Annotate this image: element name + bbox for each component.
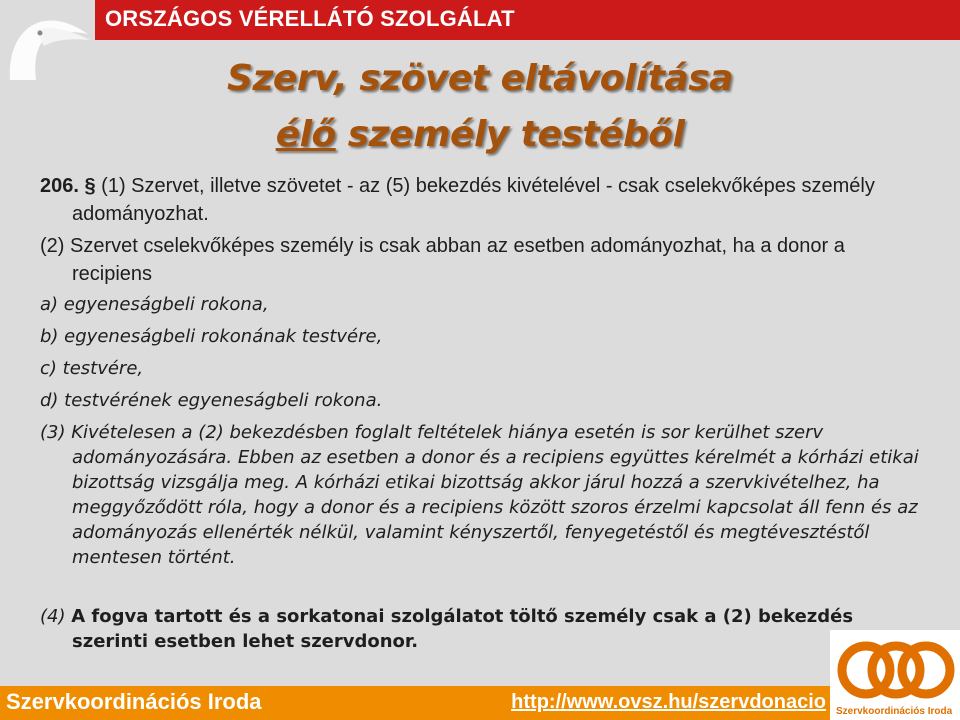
paragraph-1-text: (1) Szervet, illetve szövetet - az (5) bekezdés kivételével - csak cselekvőképes személy adományozhat. bbox=[72, 175, 875, 225]
linked-rings-logo-icon bbox=[830, 630, 960, 706]
logo-caption: Szervkoordinációs Iroda bbox=[836, 706, 953, 717]
title-underlined-word: élő bbox=[275, 114, 336, 155]
page-title-line1: Szerv, szövet eltávolítása bbox=[227, 58, 733, 99]
section-number: 206. bbox=[40, 175, 79, 197]
section-sign: § bbox=[84, 175, 96, 197]
list-item-d: d) testvérének egyeneságbeli rokona. bbox=[40, 390, 383, 411]
footer-bar bbox=[0, 686, 830, 720]
paragraph-1 bbox=[40, 172, 920, 228]
paragraph-2: (2) Szervet cselekvőképes személy is csak abban az esetben adományozhat, ha a donor a recipiens bbox=[40, 235, 845, 285]
header-bar bbox=[95, 0, 960, 40]
org-name: ORSZÁGOS VÉRELLÁTÓ SZOLGÁLAT bbox=[105, 6, 515, 31]
page-title-line2 bbox=[0, 114, 960, 155]
footer-url-link[interactable]: http://www.ovsz.hu/szervdonacio bbox=[511, 691, 826, 713]
list-item-c: c) testvére, bbox=[40, 358, 144, 379]
paragraph-4-number: (4) bbox=[40, 606, 72, 627]
title-rest: személy testéből bbox=[335, 114, 685, 155]
list-item-b: b) egyeneságbeli rokonának testvére, bbox=[40, 326, 383, 347]
list-item-a: a) egyeneságbeli rokona, bbox=[40, 294, 269, 315]
office-logo bbox=[830, 630, 960, 720]
footer-office-name: Szervkoordinációs Iroda bbox=[6, 689, 262, 714]
paragraph-4-bold: A fogva tartott és a sorkatonai szolgálatot töltő személy csak a (2) bekezdés szerinti esetben lehet szervdonor. bbox=[71, 606, 854, 652]
paragraph-3: (3) Kivételesen a (2) bekezdésben foglalt feltételek hiánya esetén is sor kerülhet szerv adományozására. Ebben az esetben a donor és a recipiens együttes kérelmét a kórházi etikai bizottság vizsgálja meg. A kórházi etikai bizottság akkor járul hozzá a szervkivételhez, ha meggyőződött róla, hogy a donor és a recipiens között szoros érzelmi kapcsolat áll fenn és az adományozás ellenérték nélkül, valamint kényszertől, fenyegetéstől és megtévesztéstől mentesen történt. bbox=[40, 422, 919, 568]
paragraph-4 bbox=[40, 604, 920, 654]
